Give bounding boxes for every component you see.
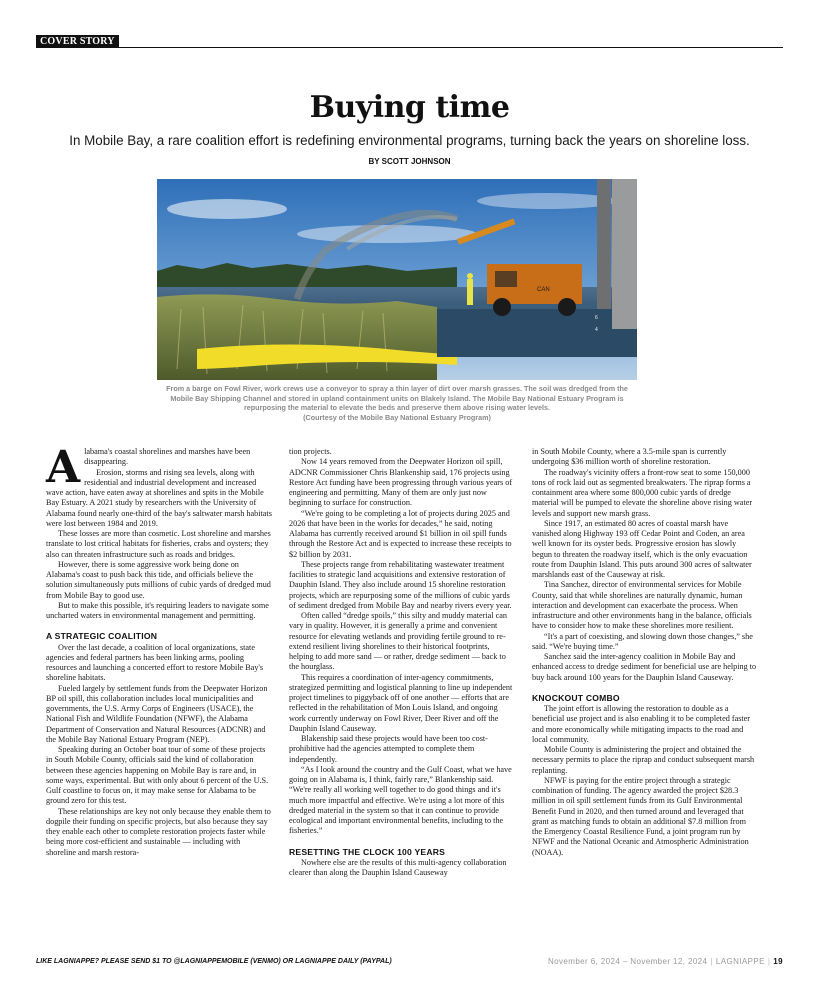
article-paragraph: “As I look around the country and the Gulf Coast, what we have going on in Alabama is, I think, fairly rare,” Blankenship said. “We're really all working well together to do good things and it's much more impactful and effective. We're using a lot more of this dredged material in the system so that it can continue to provide ecological and important environmental benefits, including to the fisheries.” <box>289 764 512 836</box>
subhead: A STRATEGIC COALITION <box>46 631 158 642</box>
subhead: RESETTING THE CLOCK 100 YEARS <box>289 846 446 857</box>
article-paragraph: in South Mobile County, where a 3.5-mile span is currently undergoing $36 million worth of shoreline restoration. <box>532 447 727 467</box>
byline: BY SCOTT JOHNSON <box>368 157 451 166</box>
article-paragraph: “We're going to be completing a lot of projects during 2025 and 2026 that have been in the works for decades,” he said, noting Alabama has currently received around $1 billion in oil spill funds through the Restore Act and is expected to increase these receipts to $2 billion by 2031. <box>289 508 512 559</box>
article-paragraph: But to make this possible, it's requiring leaders to navigate some uncharted waters in environmental management and permitting. <box>46 600 269 620</box>
article-paragraph: Mobile County is administering the project and obtained the necessary permits to place the riprap and conduct subsequent marsh replanting. <box>532 745 755 775</box>
article-paragraph: Sanchez said the inter-agency coalition in Mobile Bay and enhanced access to dredge sediment for beneficial use are helping to buy back around 100 years for the Dauphin Island Causeway. <box>532 652 757 682</box>
article-paragraph: NFWF is paying for the entire project through a strategic combination of funding. The agency awarded the project $28.3 million in oil spill settlement funds from its Gulf Environmental Benefit Fund in 2020, and then turned around and leveraged that grant as matching funds to obtain an additional $7.8 million from the Emergency Coastal Resilience Fund, a joint program run by NFWF and the National Oceanic and Atmospheric Administration (NOAA). <box>532 775 749 857</box>
article-column-1 <box>46 442 272 858</box>
article-paragraph: The roadway's vicinity offers a front-row seat to some 150,000 tons of rock laid out as segmented breakwaters. The riprap forms a containment area where some 800,000 cubic yards of dredge material will be pumped to elevate the shoreline above rising water levels and support new marsh grass. <box>532 467 753 518</box>
article-paragraph: Over the last decade, a coalition of local organizations, state agencies and federal partners has been linking arms, pooling resources and launching a concerted effort to restore Mobile Bay's shoreline habitats. <box>46 642 264 683</box>
photo-credit: (Courtesy of the Mobile Bay National Estuary Program) <box>303 412 491 422</box>
article-paragraph: Alabama's coastal shorelines and marshes have been disappearing. <box>46 442 251 493</box>
article-paragraph: tion projects. <box>289 447 332 456</box>
article-photo <box>157 179 637 380</box>
article-paragraph: Speaking during an October boat tour of some of these projects in South Mobile County, officials said the kind of collaboration between these agencies happening on Mobile Bay is rare and, in some ways, experimental. But with only about 6 percent of the U.S. Gulf coastline to focus on, it may make sense for Alabama to be ground zero for this test. <box>46 745 269 806</box>
deck: In Mobile Bay, a rare coalition effort is redefining environmental programs, turning back the years on shoreline loss. <box>69 133 750 148</box>
footer-donation-note: LIKE LAGNIAPPE? PLEASE SEND $1 TO @LAGNIAPPEMOBILE (VENMO) OR LAGNIAPPE DAILY (PAYPAL) <box>36 958 392 965</box>
truck-label: CAN <box>537 287 550 293</box>
svg-text:6: 6 <box>595 315 598 321</box>
article-paragraph: Tina Sanchez, director of environmental services for Mobile County, said that while shorelines are naturally dynamic, human interaction and development can exacerbate the process. When infrastructure and other environments hang in the balance, officials have to consider how to make these shorelines more resilient. <box>532 580 752 631</box>
article-paragraph: However, there is some aggressive work being done on Alabama's coast to push back this tide, and officials believe the solution simultaneously puts millions of cubic yards of dredged mud from Mobile Bay to good use. <box>46 559 271 600</box>
top-rule <box>36 47 783 48</box>
subhead: KNOCKOUT COMBO <box>532 692 620 703</box>
drop-cap: A <box>46 442 81 493</box>
article-column-3 <box>532 447 758 858</box>
footer-dates: November 6, 2024 – November 12, 2024 <box>547 957 708 966</box>
section-tag: COVER STORY <box>36 35 119 48</box>
footer-publication: LAGNIAPPE <box>715 957 765 966</box>
article-paragraph: This requires a coordination of inter-agency commitments, strategized permitting and logistical planning to line up independent project timelines to piggyback off of one another — efforts that are reflected in the rehabilitation of Mon Louis Island, and ongoing work currently underway on Fowl River, Deer River and off the Dauphin Island Causeway. <box>289 672 513 733</box>
article-paragraph: Now 14 years removed from the Deepwater Horizon oil spill, ADCNR Commissioner Chris Blankenship said, 176 projects using Restore Act funding have been progressing through various years of engineering and permitting. Many of them are only just now beginning to surface for construction. <box>289 457 513 508</box>
article-paragraph: Erosion, storms and rising sea levels, along with residential and industrial development and increased wave action, have eaten away at shorelines and spits in the Mobile Bay Estuary. A 2021 study by researchers with the University of Alabama found nearly one-third of the bay's saltwater marsh habitats were lost between 1984 and 2019. <box>46 467 272 528</box>
article-column-2 <box>289 447 515 878</box>
article-paragraph: These projects range from rehabilitating wastewater treatment facilities to strategic land acquisitions and extensive restoration of Dauphin Island. They also include around 15 shoreline restoration projects, which are repurposing some of the millions of cubic yards of sediment dredged from Mobile Bay and nearby rivers every year. <box>289 559 512 610</box>
caption-text: From a barge on Fowl River, work crews use a conveyor to spray a thin layer of dirt over marsh grasses. The soil was dredged from the Mobile Bay Shipping Channel and stored in upland containment units on Blakely Island. The Mobile Bay National Estuary Program is repurposing the material to elevate the beds and preserve them above rising water levels. <box>166 384 628 413</box>
svg-text:4: 4 <box>595 327 598 333</box>
article-paragraph: Often called “dredge spoils,” this silty and muddy material can vary in quality. However, it is generally a prime and convenient resource for elevating wetlands and providing fertile ground to re-extend resilient living shorelines to their historical footprints, helping to add more sand — or rather, dredge sediment — back to the hourglass. <box>289 611 507 672</box>
photo-caption <box>157 384 637 422</box>
article-paragraph: These relationships are key not only because they enable them to dogpile their funding on specific projects, but also because they say they enable each other to complete restoration projects faster while being more cost-efficient and sustainable — including with shoreline and marsh restora- <box>46 806 271 857</box>
article-paragraph: “It's a part of coexisting, and slowing down those changes,” she said. “We're buying time.” <box>532 631 753 651</box>
article-paragraph: Blakenship said these projects would have been too cost-prohibitive had the agencies attempted to complete them independently. <box>289 734 488 764</box>
article-paragraph: The joint effort is allowing the restoration to double as a beneficial use project and is also enabling it to be completed faster and more economically while mitigating impacts to the road and local community. <box>532 704 751 744</box>
article-paragraph: Fueled largely by settlement funds from the Deepwater Horizon BP oil spill, this collaboration includes local municipalities and governments, the U.S. Army Corps of Engineers (USACE), the National Fish and Wildlife Foundation (NFWF), the Alabama Department of Conservation and Natural Resources (ADCNR) and the Mobile Bay National Estuary Program (NEP). <box>46 683 268 744</box>
article-paragraph: These losses are more than cosmetic. Lost shoreline and marshes translate to lost critical habitats for fisheries, crabs and oysters; they also can threaten infrastructure such as roads and bridges. <box>46 529 271 559</box>
article-paragraph: Since 1917, an estimated 80 acres of coastal marsh have vanished along Highway 193 off Cedar Point and Coden, an area well known for its oyster beds. Progressive erosion has slowly begun to threaten the roadway itself, which is the only evacuation route from Dauphin Island. This puts around 300 acres of saltwater marshlands east of the Causeway at risk. <box>532 518 752 579</box>
article-paragraph: Nowhere else are the results of this multi-agency collaboration clearer than along the Dauphin Island Causeway <box>289 857 507 877</box>
page-number: 19 <box>773 957 783 966</box>
headline: Buying time <box>309 90 510 125</box>
footer-folio: November 6, 2024 – November 12, 2024 | LAGNIAPPE | 19 <box>547 957 783 966</box>
